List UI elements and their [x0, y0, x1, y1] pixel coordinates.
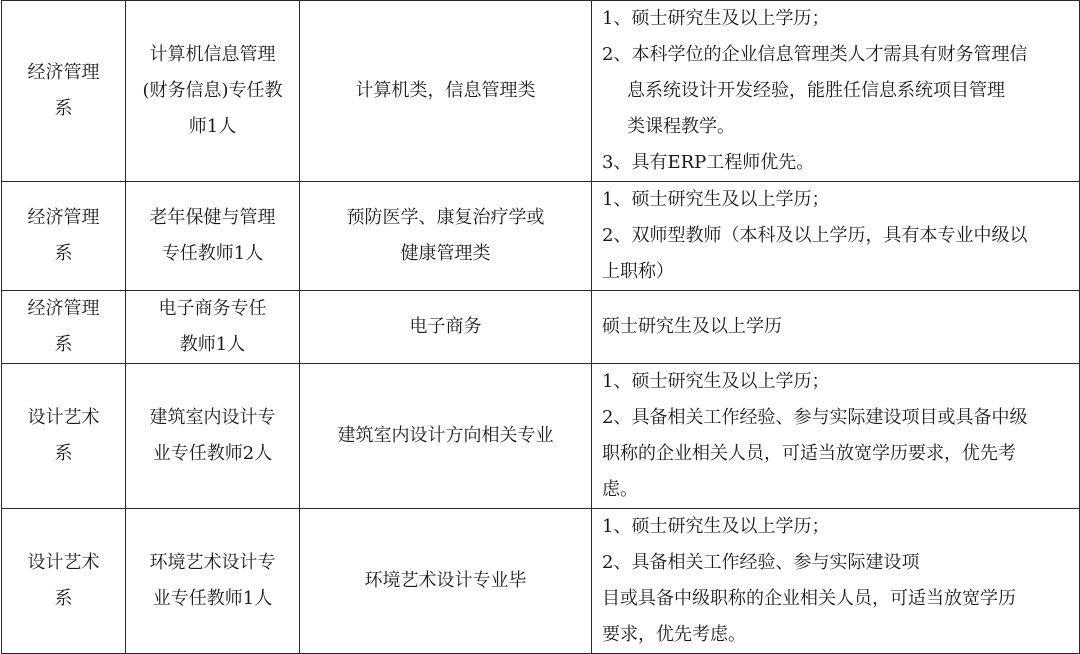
major-cell	[300, 1, 592, 182]
major-cell	[300, 291, 592, 364]
department-cell	[2, 509, 126, 654]
major-text: 建筑室内设计方向相关专业	[337, 425, 554, 446]
department-text-line: 经济管理	[27, 207, 100, 228]
department-text-line: 系	[54, 243, 73, 264]
major-cell	[300, 509, 592, 654]
position-text-line: 电子商务专任	[158, 298, 267, 319]
major-cell	[300, 364, 592, 509]
requirements-cell	[592, 182, 1080, 291]
requirements-cell	[592, 509, 1080, 654]
department-cell	[2, 1, 126, 182]
department-text-line: 系	[54, 334, 73, 355]
major-text: 计算机类，信息管理类	[355, 80, 536, 101]
requirements-cell	[592, 1, 1080, 182]
department-cell	[2, 291, 126, 364]
department-text-line: 系	[54, 588, 73, 609]
position-cell	[126, 364, 300, 509]
requirement-line: 虑。	[602, 479, 638, 500]
requirement-line: 2、具备相关工作经验、参与实际建设项目或具备中级	[602, 407, 1028, 428]
position-text-line: 业专任教师2人	[152, 443, 273, 464]
requirement-line: 类课程教学。	[627, 116, 735, 137]
position-text-line: 环境艺术设计专	[149, 552, 276, 573]
requirement-line: 2、具备相关工作经验、参与实际建设项	[602, 552, 920, 573]
requirement-line: 要求，优先考虑。	[602, 624, 746, 645]
position-text-line: 专任教师1人	[161, 243, 264, 264]
position-text-line: 计算机信息管理	[149, 44, 276, 65]
requirements-cell	[592, 364, 1080, 509]
department-cell	[2, 182, 126, 291]
department-text-line: 设计艺术	[27, 407, 100, 428]
major-cell	[300, 182, 592, 291]
requirement-line: 职称的企业相关人员，可适当放宽学历要求，优先考	[602, 443, 1016, 464]
position-text-line: 师1人	[188, 116, 237, 137]
department-text-line: 系	[54, 443, 73, 464]
position-cell	[126, 291, 300, 364]
position-cell	[126, 182, 300, 291]
requirement-line: 2、双师型教师（本科及以上学历，具有本专业中级以	[602, 225, 1028, 246]
requirement-line: 1、硕士研究生及以上学历；	[602, 189, 830, 210]
position-text-line: 老年保健与管理	[149, 207, 276, 228]
position-text-line: 建筑室内设计专	[149, 407, 276, 428]
requirements-cell	[592, 291, 1080, 364]
position-cell	[126, 1, 300, 182]
requirement-line: 1、硕士研究生及以上学历；	[602, 516, 830, 537]
major-text: 电子商务	[409, 316, 482, 337]
requirement-line: 上职称）	[602, 261, 674, 282]
requirement-line: 硕士研究生及以上学历	[602, 316, 782, 337]
position-cell	[126, 509, 300, 654]
requirement-line: 2、本科学位的企业信息管理类人才需具有财务管理信	[602, 44, 1028, 65]
position-text-line: (财务信息)专任教	[142, 80, 283, 101]
requirement-line: 息系统设计开发经验，能胜任信息系统项目管理	[627, 80, 1005, 101]
table-row	[2, 182, 1080, 291]
department-text-line: 系	[54, 98, 73, 119]
major-text-line: 健康管理类	[400, 243, 491, 264]
recruitment-table	[1, 0, 1080, 654]
major-text: 环境艺术设计专业毕	[364, 570, 527, 591]
requirement-line: 目或具备中级职称的企业相关人员，可适当放宽学历	[602, 588, 1016, 609]
position-text-line: 业专任教师1人	[152, 588, 273, 609]
table-row	[2, 509, 1080, 654]
table-row	[2, 291, 1080, 364]
requirement-line: 1、硕士研究生及以上学历；	[602, 8, 830, 29]
position-text-line: 教师1人	[179, 334, 246, 355]
major-text-line: 预防医学、康复治疗学或	[346, 207, 545, 228]
department-text-line: 经济管理	[27, 62, 100, 83]
requirement-line: 3、具有ERP工程师优先。	[602, 152, 815, 173]
department-text-line: 设计艺术	[27, 552, 100, 573]
department-cell	[2, 364, 126, 509]
department-text-line: 经济管理	[27, 298, 100, 319]
requirement-line: 1、硕士研究生及以上学历；	[602, 371, 830, 392]
table-row	[2, 364, 1080, 509]
table-body	[2, 1, 1080, 654]
table-row	[2, 1, 1080, 182]
